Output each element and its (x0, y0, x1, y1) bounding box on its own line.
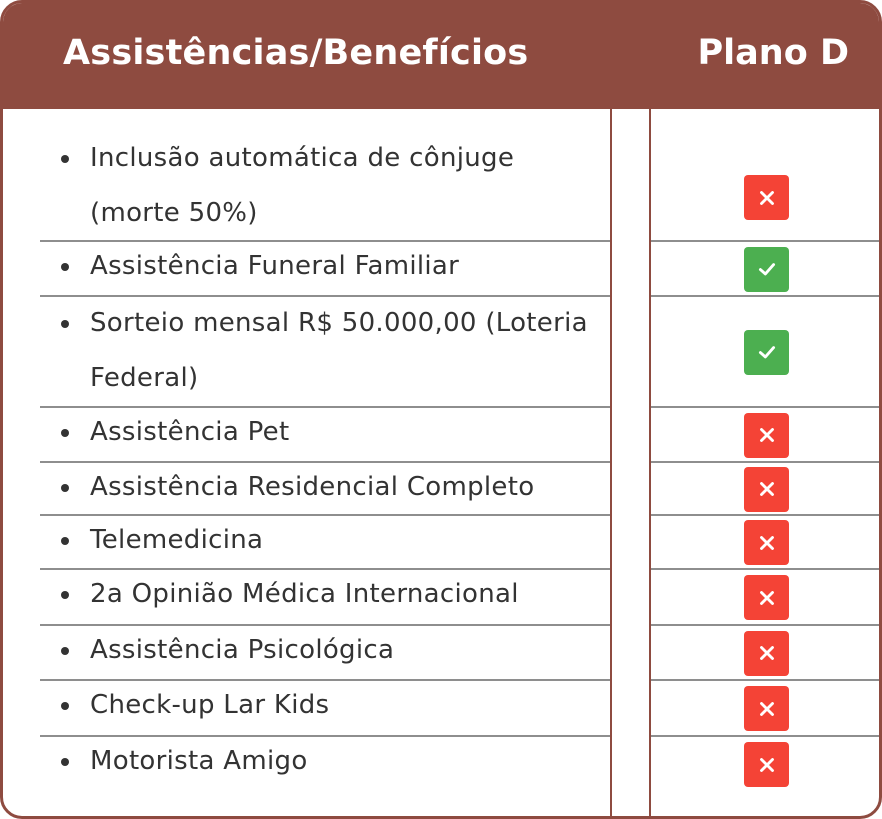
benefit-label: Inclusão automática de cônjuge (morte 50%) (90, 143, 515, 228)
check-icon (744, 247, 789, 292)
bullet-icon (61, 537, 69, 545)
cross-icon (744, 686, 789, 731)
table-row (3, 296, 879, 407)
table-row (3, 680, 879, 736)
cross-icon (744, 742, 789, 787)
check-icon (744, 330, 789, 375)
cross-icon (744, 413, 789, 458)
benefit-label: Assistência Psicológica (90, 635, 395, 665)
cross-icon (744, 631, 789, 676)
bullet-icon (61, 429, 69, 437)
bullet-icon (61, 702, 69, 710)
benefit-label: Motorista Amigo (90, 746, 308, 776)
table-row (3, 736, 879, 792)
benefit-label: Assistência Residencial Completo (90, 472, 535, 502)
table-header (3, 3, 879, 109)
bullet-icon (61, 263, 69, 271)
bullet-icon (61, 591, 69, 599)
table-row (3, 131, 879, 241)
bullet-icon (61, 320, 69, 328)
benefit-label: Check-up Lar Kids (90, 690, 330, 720)
benefit-label: 2a Opinião Médica Internacional (90, 579, 519, 609)
table-row (3, 515, 879, 569)
bullet-icon (61, 484, 69, 492)
cross-icon (744, 520, 789, 565)
table-row (3, 462, 879, 515)
bullet-icon (61, 647, 69, 655)
cross-icon (744, 175, 789, 220)
table-row (3, 241, 879, 296)
header-benefits: Assistências/Benefícios (63, 33, 529, 73)
benefit-label: Assistência Funeral Familiar (90, 251, 460, 281)
benefit-label: Telemedicina (90, 525, 264, 555)
table-row (3, 569, 879, 625)
cross-icon (744, 467, 789, 512)
header-plan: Plano D (697, 33, 849, 73)
cross-icon (744, 575, 789, 620)
table-row (3, 625, 879, 680)
bullet-icon (61, 155, 69, 163)
bullet-icon (61, 758, 69, 766)
benefit-label: Assistência Pet (90, 417, 290, 447)
table-row (3, 407, 879, 462)
benefit-label: Sorteio mensal R$ 50.000,00 (Loteria Federal) (90, 308, 588, 393)
